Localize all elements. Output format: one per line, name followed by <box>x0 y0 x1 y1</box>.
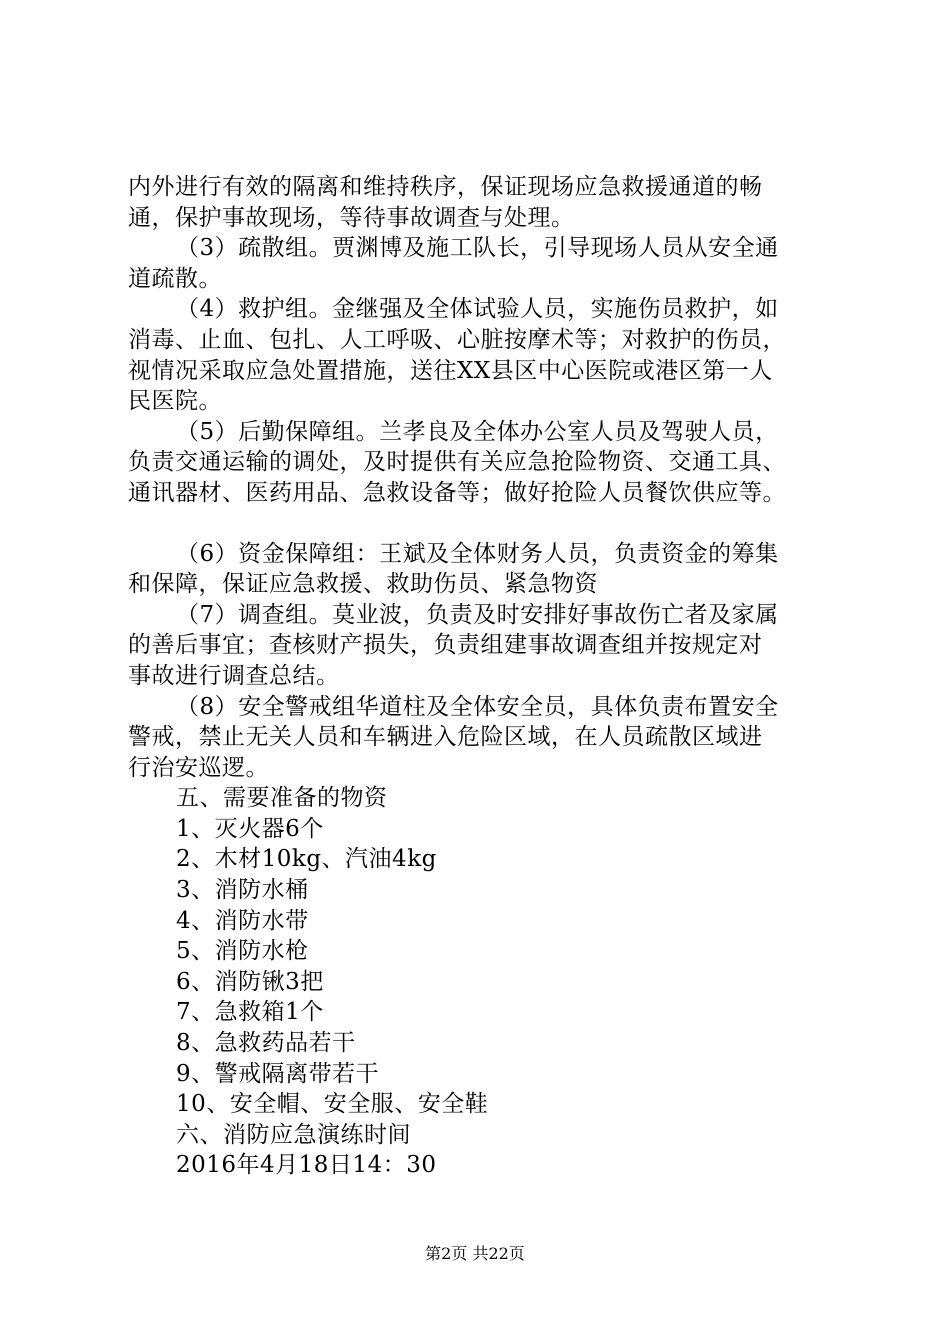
document-body <box>128 172 840 1181</box>
body-line: 事故进行调查总结。 <box>128 662 340 689</box>
list-item: 7、急救箱1个 <box>176 999 324 1026</box>
body-line: （6）资金保障组：王斌及全体财务人员，负责资金的筹集 <box>176 540 779 567</box>
list-item: 6、消防锹3把 <box>176 968 324 995</box>
body-line: 负责交通运输的调处，及时提供有关应急抢险物资、交通工具、 <box>128 449 786 476</box>
list-item: 4、消防水带 <box>176 907 309 934</box>
drill-time: 2016年4月18日14：30 <box>176 1152 437 1179</box>
list-item: 5、消防水枪 <box>176 938 309 965</box>
section-heading: 六、消防应急演练时间 <box>176 1121 411 1148</box>
body-line: （4）救护组。金继强及全体试验人员，实施伤员救护，如 <box>176 296 779 323</box>
body-line: 和保障，保证应急救援、救助伤员、紧急物资 <box>128 571 598 598</box>
body-line: 警戒，禁止无关人员和车辆进入危险区域，在人员疏散区域进 <box>128 724 763 751</box>
body-line: 通讯器材、医药用品、急救设备等；做好抢险人员餐饮供应等。 <box>128 479 786 506</box>
paragraph-gap <box>128 509 840 539</box>
section-heading: 五、需要准备的物资 <box>176 785 388 812</box>
body-line: 道疏散。 <box>128 265 222 292</box>
list-item: 2、木材10kg、汽油4kg <box>176 846 437 873</box>
body-line: 内外进行有效的隔离和维持秩序，保证现场应急救援通道的畅 <box>128 174 763 200</box>
page-number-footer: 第2页 共22页 <box>425 1244 525 1263</box>
list-item: 1、灭火器6个 <box>176 815 324 842</box>
list-item: 8、急救药品若干 <box>176 1030 356 1057</box>
body-line: 的善后事宜；查核财产损失，负责组建事故调查组并按规定对 <box>128 632 763 659</box>
body-line: （3）疏散组。贾渊博及施工队长，引导现场人员从安全通 <box>176 235 779 262</box>
body-line: 民医院。 <box>128 388 222 415</box>
body-line: 通，保护事故现场，等待事故调查与处理。 <box>128 204 575 231</box>
list-item: 10、安全帽、安全服、安全鞋 <box>176 1091 489 1118</box>
list-item: 3、消防水桶 <box>176 877 309 904</box>
body-line: （8）安全警戒组华道柱及全体安全员，具体负责布置安全 <box>176 693 779 720</box>
body-line: （7）调查组。莫业波，负责及时安排好事故伤亡者及家属 <box>176 601 779 628</box>
body-line: （5）后勤保障组。兰孝良及全体办公室人员及驾驶人员， <box>176 418 779 445</box>
body-line: 消毒、止血、包扎、人工呼吸、心脏按摩术等；对救护的伤员， <box>128 326 786 353</box>
body-line: 视情况采取应急处置措施，送往XX县区中心医院或港区第一人 <box>128 357 773 384</box>
body-line: 行治安巡逻。 <box>128 754 269 781</box>
list-item: 9、警戒隔离带若干 <box>176 1060 380 1087</box>
